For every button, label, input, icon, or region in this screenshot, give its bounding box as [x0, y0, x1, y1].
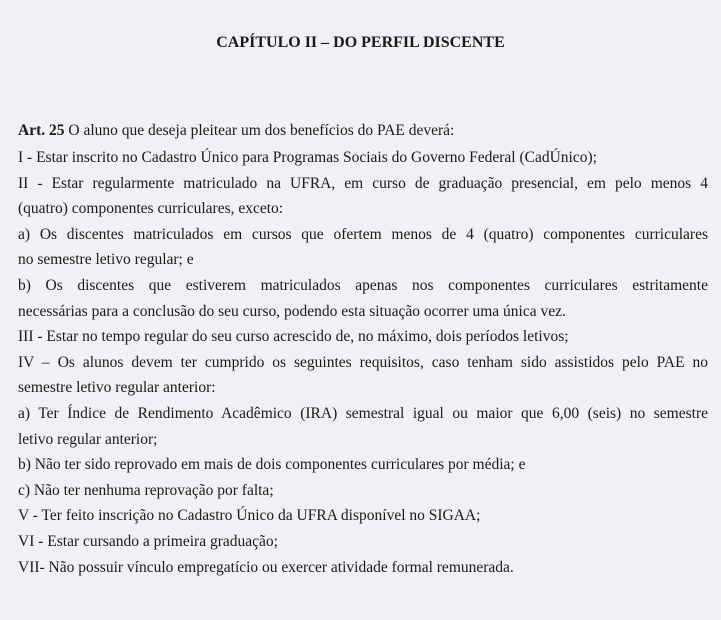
item-iii: III - Estar no tempo regular do seu curso acrescido de, no máximo, dois períodos letivos; — [18, 328, 569, 346]
chapter-title: CAPÍTULO II – DO PERFIL DISCENTE — [216, 34, 505, 51]
item-iv-cont: semestre letivo regular anterior: — [18, 379, 216, 397]
item-ii-b-cont: necessárias para a conclusão do seu curso, podendo esta situação ocorrer uma única vez. — [18, 302, 566, 320]
article-heading — [18, 122, 454, 140]
item-vii: VII- Não possuir vínculo empregatício ou exercer atividade formal remunerada. — [18, 558, 514, 576]
item-iv-b: b) Não ter sido reprovado em mais de dois componentes curriculares por média; e — [18, 456, 526, 474]
item-iv-a-cont: letivo regular anterior; — [18, 430, 158, 448]
item-i: I - Estar inscrito no Cadastro Único para Programas Sociais do Governo Federal (CadÚnico); — [18, 149, 597, 166]
item-vi: VI - Estar cursando a primeira graduação; — [18, 533, 278, 550]
item-ii-a: a) Os discentes matriculados em cursos que ofertem menos de 4 (quatro) componentes curriculares — [18, 225, 708, 243]
item-ii-cont: (quatro) componentes curriculares, exceto: — [18, 200, 284, 218]
item-v: V - Ter feito inscrição no Cadastro Único da UFRA disponível no SIGAA; — [18, 507, 481, 525]
item-ii: II - Estar regularmente matriculado na UFRA, em curso de graduação presencial, em pelo menos 4 — [18, 174, 708, 192]
item-ii-a-cont: no semestre letivo regular; e — [18, 251, 194, 269]
item-iv-c: c) Não ter nenhuma reprovação por falta; — [18, 481, 274, 499]
article-label: Art. 25 — [18, 122, 65, 139]
item-iv: IV – Os alunos devem ter cumprido os seguintes requisitos, caso tenham sido assistidos pelo PAE no — [18, 353, 708, 371]
item-ii-b: b) Os discentes que estiverem matriculados apenas nos componentes curriculares estritamente — [18, 277, 708, 294]
item-iv-a: a) Ter Índice de Rendimento Acadêmico (IRA) semestral igual ou maior que 6,00 (seis) no semestre — [18, 405, 708, 422]
article-intro: O aluno que deseja pleitear um dos benefícios do PAE deverá: — [64, 122, 455, 139]
